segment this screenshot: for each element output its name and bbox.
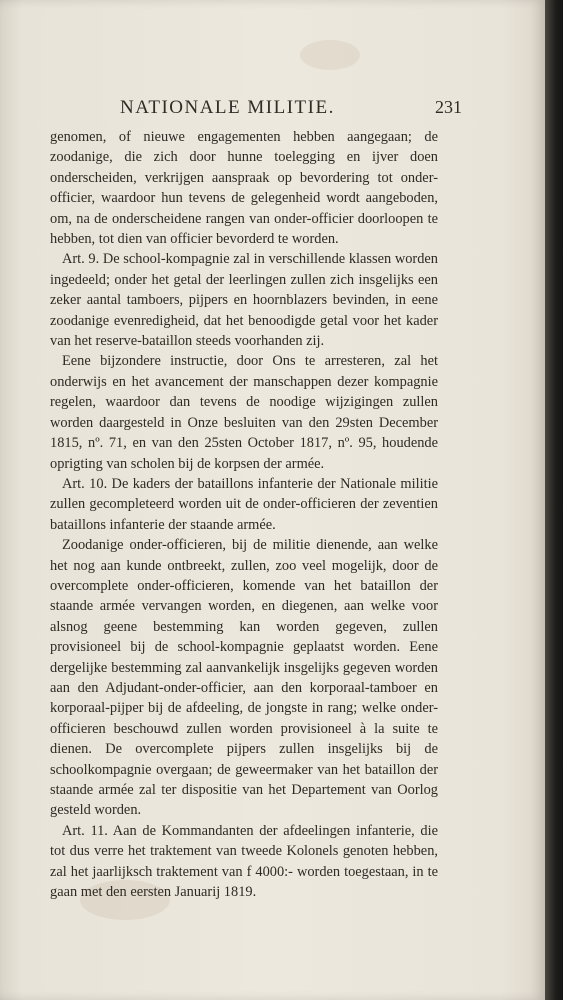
paragraph: genomen, of nieuwe engagementen hebben aangegaan; de zoodanige, die zich door hunne toelegging en ijver doen onderscheiden, verkrijgen aanspraak op bevordering tot onder-officier, waardoor hun tevens de gelegenheid wordt aangeboden, om, na de onderscheidene rangen van onder-officier doorloopen te hebben, tot dien van officier bevorderd te worden.	[50, 129, 438, 248]
book-edge	[545, 0, 563, 1000]
article-11: Art. 11. Aan de Kommandanten der afdeelingen infanterie, die tot dus verre het traktement van tweede Kolonels genoten hebben, zal het jaarlijksch traktement van f 4000:- worden toegestaan, in te gaan met den eersten Januarij 1819.	[50, 822, 438, 901]
page-header	[120, 97, 462, 121]
article-9: Art. 9. De school-kompagnie zal in verschillende klassen worden ingedeeld; onder het getal der leerlingen zullen zich insgelijks een zeker aantal tamboers, pijpers en hoornblazers bevinden, in eene zoodanige evenredigheid, dat het benoodigde getal voor het kader van het reserve-bataillon steeds voorhanden zij.	[50, 251, 438, 350]
paper-stain	[300, 40, 360, 70]
paragraph: Zoodanige onder-officieren, bij de militie dienende, aan welke het nog aan kunde ontbreekt, zullen, zoo veel mogelijk, door de overcomplete onder-officieren, komende van het bataillon der staande armée vervangen worden, en diegenen, aan welke voor alsnog geene bestemming kan worden gegeven, zullen provisioneel bij de school-kompagnie geplaatst worden. Eene dergelijke bestemming zal aanvankelijk insgelijks gegeven worden aan den Adjudant-onder-officier, aan den korporaal-tamboer en korporaal-pijper bij de afdeeling, de jongste in rang; welke onder-officieren beschouwd zullen worden provisioneel à la suite te dienen. De overcomplete pijpers zullen insgelijks bij de schoolkompagnie overgaan; de geweermaker van het bataillon der staande armée zal ter dispositie van het Departement van Oorlog gesteld worden.	[50, 537, 438, 819]
page-number: 231	[435, 97, 462, 117]
running-head: NATIONALE MILITIE.	[120, 97, 335, 118]
article-10: Art. 10. De kaders der bataillons infanterie der Nationale militie zullen gecompleteerd worden uit de onder-officieren der zeventien bataillons infanterie der staande armée.	[50, 475, 438, 533]
body-text	[50, 127, 438, 902]
paragraph: Eene bijzondere instructie, door Ons te arresteren, zal het onderwijs en het avancement der manschappen dezer kompagnie regelen, waardoor dan tevens de noodige wijzigingen zullen worden daargesteld in Onze besluiten van den 29sten December 1815, nº. 71, en van den 25sten October 1817, nº. 95, houdende oprigting van scholen bij de korpsen der armée.	[50, 353, 438, 472]
